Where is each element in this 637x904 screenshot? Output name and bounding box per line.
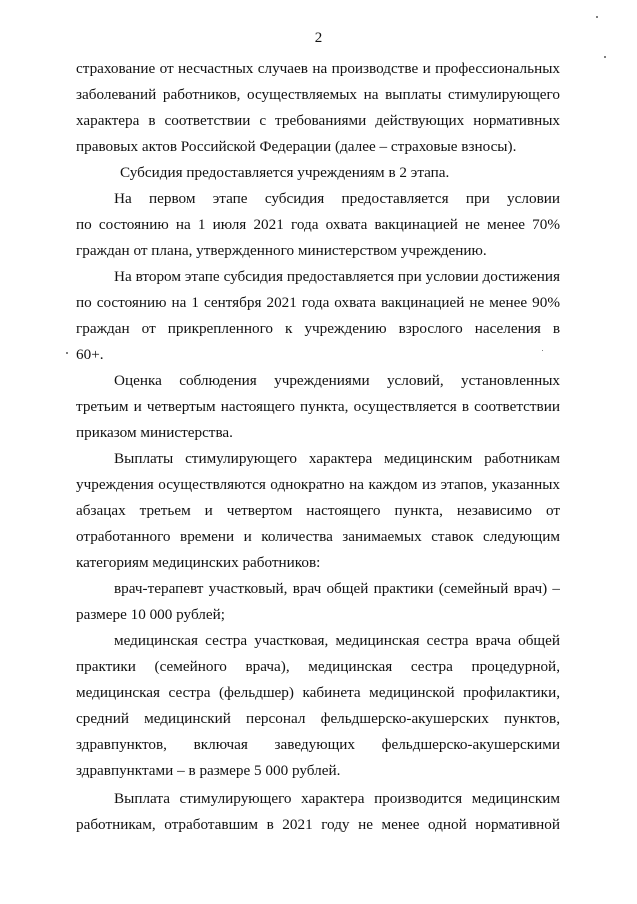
text-line: работникам, отработавшим в 2021 году не менее одной нормативной [76,816,560,833]
text-line: Выплата стимулирующего характера производится медицинским [114,790,560,807]
text-line: медицинская сестра участковая, медицинская сестра врача общей [114,632,560,649]
text-line: средний медицинский персонал фельдшерско-акушерских пунктов, [76,710,560,727]
page-number: 2 [314,30,323,46]
text-line: по состоянию на 1 сентября 2021 года охвата вакцинацией не менее 90% [76,294,560,311]
text-line: граждан от прикрепленного к учреждению взрослого населения в [76,320,560,337]
text-line: практики (семейного врача), медицинская сестра процедурной, [76,658,560,675]
text-line: страхование от несчастных случаев на производстве и профессиональных [76,60,560,77]
text-line: граждан от плана, утвержденного министерством учреждению. [76,242,487,259]
text-line: Выплаты стимулирующего характера медицинским работникам [114,450,560,467]
text-line: категориям медицинских работников: [76,554,321,571]
text-line: размере 10 000 рублей; [76,606,225,623]
text-line: врач-терапевт участковый, врач общей практики (семейный врач) – [114,580,560,597]
text-line: правовых актов Российской Федерации (далее – страховые взносы). [76,138,517,155]
text-line: 60+. [76,346,104,363]
scan-speck [66,352,68,354]
text-line: характера в соответствии с требованиями действующих нормативных [76,112,560,129]
text-line: здравпунктами – в размере 5 000 рублей. [76,762,341,779]
text-line: заболеваний работников, осуществляемых на выплаты стимулирующего [76,86,560,103]
scan-speck [604,56,606,58]
text-line: здравпунктов, включая заведующих фельдшерско-акушерскими [76,736,560,753]
scan-speck [542,350,543,351]
text-line: абзацах третьем и четвертом настоящего пункта, независимо от [76,502,560,519]
text-line: Оценка соблюдения учреждениями условий, установленных [114,372,560,389]
text-line: третьим и четвертым настоящего пункта, осуществляется в соответствии [76,398,560,415]
text-line: приказом министерства. [76,424,233,441]
text-line: по состоянию на 1 июля 2021 года охвата вакцинацией не менее 70% [76,216,560,233]
text-line: медицинская сестра (фельдшер) кабинета медицинской профилактики, [76,684,560,701]
text-line: учреждения осуществляются однократно на каждом из этапов, указанных [76,476,560,493]
scan-speck [596,16,598,18]
text-line: На первом этапе субсидия предоставляется при условии [114,190,560,207]
text-line: На втором этапе субсидия предоставляется при условии достижения [114,268,560,285]
text-line: отработанного времени и количества занимаемых ставок следующим [76,528,560,545]
text-line: Субсидия предоставляется учреждениям в 2 этапа. [120,164,450,181]
